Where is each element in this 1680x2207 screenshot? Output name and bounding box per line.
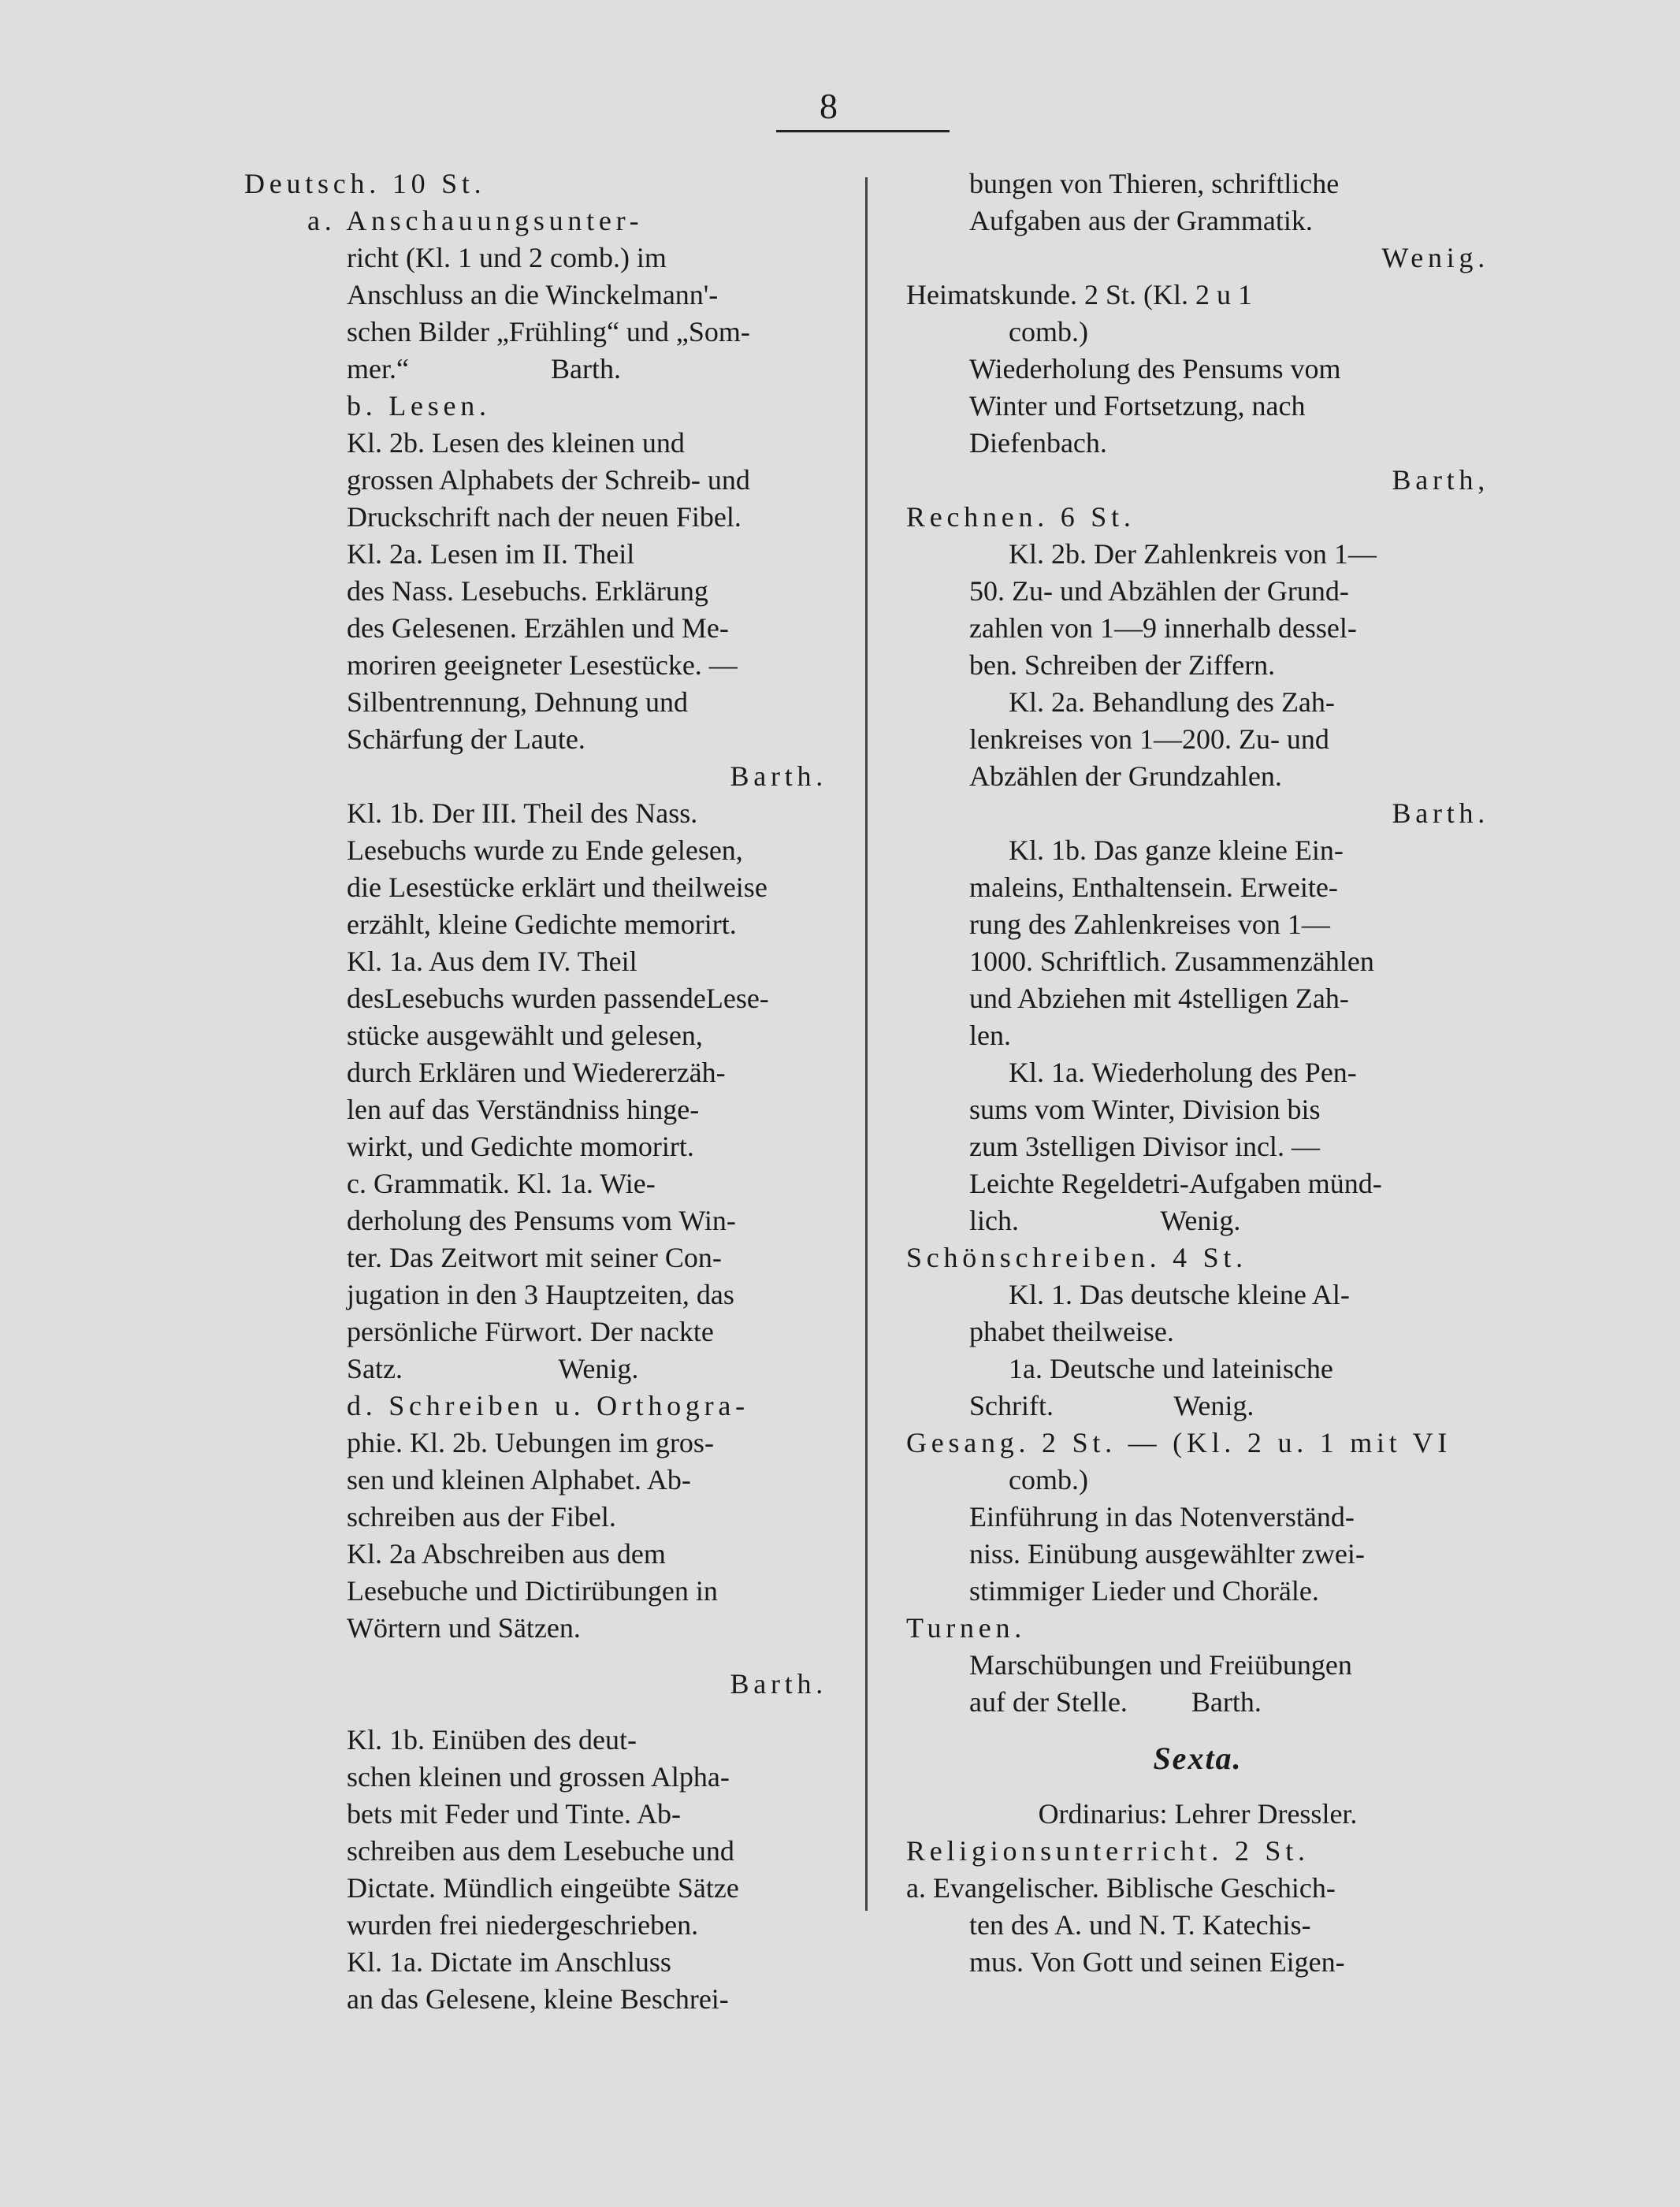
text-line: mus. Von Gott und seinen Eigen- — [969, 1946, 1345, 1978]
text-line: 50. Zu- und Abzählen der Grund- — [969, 575, 1349, 607]
text-line: ten des A. und N. T. Katechis- — [969, 1909, 1311, 1941]
text-line: richt (Kl. 1 und 2 comb.) im — [347, 242, 667, 273]
text-line: zum 3stelligen Divisor incl. — — [969, 1131, 1320, 1162]
text-line: Kl. 2b. Lesen des kleinen und — [347, 427, 685, 459]
text-line: Winter und Fortsetzung, nach — [969, 390, 1306, 422]
text-line: Barth. — [730, 760, 827, 792]
text-line: schreiben aus der Fibel. — [347, 1501, 616, 1533]
text-line: Kl. 1b. Das ganze kleine Ein- — [1009, 834, 1344, 866]
text-line: an das Gelesene, kleine Beschrei- — [347, 1983, 729, 2015]
text-line: wirkt, und Gedichte momorirt. — [347, 1131, 694, 1162]
column-divider — [865, 177, 868, 1911]
text-line: Druckschrift nach der neuen Fibel. — [347, 501, 742, 533]
text-line: len auf das Verständniss hinge- — [347, 1094, 700, 1125]
text-line: und Abziehen mit 4stelligen Zah- — [969, 983, 1349, 1014]
text-line: a. Anschauungsunter- — [307, 205, 644, 236]
text-line: Leichte Regeldetri-Aufgaben münd- — [969, 1168, 1382, 1199]
text-line: Kl. 1a. Wiederholung des Pen- — [1009, 1057, 1357, 1088]
text-line: rung des Zahlenkreises von 1— — [969, 908, 1330, 940]
text-line: erzählt, kleine Gedichte memorirt. — [347, 908, 737, 940]
text-line: Einführung in das Notenverständ- — [969, 1501, 1355, 1533]
text-line: Turnen. — [906, 1612, 1027, 1644]
text-line: b. Lesen. — [347, 390, 491, 422]
text-line: 1000. Schriftlich. Zusammenzählen — [969, 946, 1374, 977]
text-line: c. Grammatik. Kl. 1a. Wie- — [347, 1168, 656, 1199]
text-line: bungen von Thieren, schriftliche — [969, 168, 1340, 199]
text-line: Kl. 2b. Der Zahlenkreis von 1— — [1009, 538, 1377, 570]
text-line: 1a. Deutsche und lateinische — [1009, 1353, 1333, 1384]
text-line: Kl. 1a. Aus dem IV. Theil — [347, 946, 637, 977]
text-line: Kl. 1b. Der III. Theil des Nass. — [347, 797, 698, 829]
text-line: a. Evangelischer. Biblische Geschich- — [906, 1872, 1336, 1904]
text-line: Schönschreiben. 4 St. — [906, 1242, 1247, 1273]
text-line: lenkreises von 1—200. Zu- und — [969, 723, 1329, 755]
text-line: des Nass. Lesebuchs. Erklärung — [347, 575, 708, 607]
header-rule — [776, 130, 950, 132]
text-line: mer.“ Barth. — [347, 353, 621, 385]
text-line: lich. Wenig. — [969, 1205, 1241, 1236]
text-line: phabet theilweise. — [969, 1316, 1174, 1347]
text-line: niss. Einübung ausgewählter zwei- — [969, 1538, 1365, 1570]
text-line: persönliche Fürwort. Der nackte — [347, 1316, 714, 1347]
text-line: Deutsch. 10 St. — [244, 168, 486, 199]
text-line: stücke ausgewählt und gelesen, — [347, 1020, 703, 1051]
text-line: die Lesestücke erklärt und theilweise — [347, 871, 768, 903]
text-line: Anschluss an die Winckelmann'- — [347, 279, 719, 310]
text-line: bets mit Feder und Tinte. Ab- — [347, 1798, 682, 1830]
text-line: comb.) — [1009, 1464, 1088, 1495]
text-line: maleins, Enthaltensein. Erweite- — [969, 871, 1338, 903]
text-line: Marschübungen und Freiübungen — [969, 1649, 1352, 1681]
text-line: Barth. — [1392, 797, 1489, 829]
text-line: Rechnen. 6 St. — [906, 501, 1135, 533]
text-line: Schrift. Wenig. — [969, 1390, 1254, 1421]
text-line: comb.) — [1009, 316, 1088, 347]
text-line: Wenig. — [1381, 242, 1489, 273]
text-line: ben. Schreiben der Ziffern. — [969, 649, 1276, 681]
left-column — [244, 165, 827, 2018]
text-line: Satz. Wenig. — [347, 1353, 639, 1384]
text-line: Schärfung der Laute. — [347, 723, 585, 755]
text-line: Gesang. 2 St. — (Kl. 2 u. 1 mit VI — [906, 1427, 1452, 1458]
text-line: moriren geeigneter Lesestücke. — — [347, 649, 738, 681]
text-line: zahlen von 1—9 innerhalb dessel- — [969, 612, 1357, 644]
text-line: Dictate. Mündlich eingeübte Sätze — [347, 1872, 739, 1904]
text-line: Diefenbach. — [969, 427, 1107, 459]
text-line: Kl. 1b. Einüben des deut- — [347, 1724, 637, 1756]
text-line: stimmiger Lieder und Choräle. — [969, 1575, 1319, 1607]
text-line: Barth, — [1392, 464, 1489, 496]
text-line: Kl. 2a. Lesen im II. Theil — [347, 538, 635, 570]
text-line: Aufgaben aus der Grammatik. — [969, 205, 1313, 236]
text-line: des Gelesenen. Erzählen und Me- — [347, 612, 729, 644]
text-line: sen und kleinen Alphabet. Ab- — [347, 1464, 691, 1495]
text-line: len. — [969, 1020, 1011, 1051]
text-line: Sexta. — [1153, 1741, 1243, 1776]
text-line: Wörtern und Sätzen. — [347, 1612, 581, 1644]
text-line: auf der Stelle. Barth. — [969, 1686, 1262, 1718]
text-line: Abzählen der Grundzahlen. — [969, 760, 1282, 792]
text-line: schen Bilder „Frühling“ und „Som- — [347, 316, 750, 347]
text-line: Silbentrennung, Dehnung und — [347, 686, 688, 718]
text-line: Kl. 2a Abschreiben aus dem — [347, 1538, 666, 1570]
text-line: derholung des Pensums vom Win- — [347, 1205, 736, 1236]
text-line: jugation in den 3 Hauptzeiten, das — [347, 1279, 734, 1310]
text-line: desLesebuchs wurden passendeLese- — [347, 983, 769, 1014]
text-line: Lesebuche und Dictirübungen in — [347, 1575, 718, 1607]
text-line: Kl. 1a. Dictate im Anschluss — [347, 1946, 671, 1978]
text-line: d. Schreiben u. Orthogra- — [347, 1390, 749, 1421]
text-line: ter. Das Zeitwort mit seiner Con- — [347, 1242, 722, 1273]
text-line: Heimatskunde. 2 St. (Kl. 2 u 1 — [906, 279, 1252, 310]
page-number: 8 — [820, 86, 838, 126]
text-line: schen kleinen und grossen Alpha- — [347, 1761, 730, 1793]
text-line: Lesebuchs wurde zu Ende gelesen, — [347, 834, 743, 866]
text-line: Kl. 1. Das deutsche kleine Al- — [1009, 1279, 1350, 1310]
text-line: phie. Kl. 2b. Uebungen im gros- — [347, 1427, 714, 1458]
text-line: sums vom Winter, Division bis — [969, 1094, 1321, 1125]
text-line: Barth. — [730, 1668, 827, 1700]
text-line: Religionsunterricht. 2 St. — [906, 1835, 1310, 1867]
text-line: Wiederholung des Pensums vom — [969, 353, 1341, 385]
text-line: durch Erklären und Wiedererzäh- — [347, 1057, 726, 1088]
text-line: grossen Alphabets der Schreib- und — [347, 464, 750, 496]
right-column — [906, 165, 1489, 1981]
text-line: Ordinarius: Lehrer Dressler. — [1038, 1798, 1358, 1830]
text-line: schreiben aus dem Lesebuche und — [347, 1835, 734, 1867]
text-line: wurden frei niedergeschrieben. — [347, 1909, 699, 1941]
text-line: Kl. 2a. Behandlung des Zah- — [1009, 686, 1335, 718]
